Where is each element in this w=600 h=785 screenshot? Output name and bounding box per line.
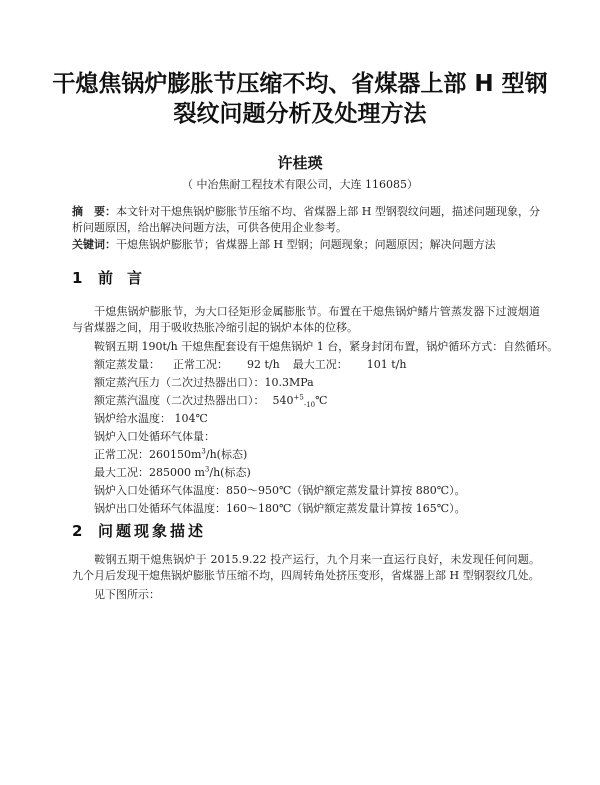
section-1-number: 1	[72, 269, 83, 287]
abstract-text: 本文针对干熄焦锅炉膨胀节压缩不均、省煤器上部 H 型钢裂纹问题，描述问题现象，分析问题原因，给出解决问题方法，可供各使用企业参考。	[72, 205, 540, 234]
author-affiliation: （ 中冶焦耐工程技术有限公司，大连 116085）	[182, 178, 418, 191]
outlet-gas-temperature: 锅炉出口处循环气体温度：160～180℃（锅炉额定蒸发量计算按 165℃）。	[94, 502, 466, 515]
normal-condition-label: 正常工况：	[173, 358, 228, 371]
section-2-number: 2	[72, 522, 83, 540]
abstract	[72, 204, 540, 236]
normal-condition-value: 92 t/h	[247, 358, 280, 371]
rated-steam-label: 额定蒸发量：	[94, 358, 160, 371]
rated-steam-temperature: 额定蒸汽温度（二次过热器出口）： $540^{+5}_{-10}℃$	[94, 393, 328, 410]
max-condition-label: 最大工况：	[292, 358, 348, 371]
paper-title-line-2: 裂纹问题分析及处理方法	[173, 101, 427, 127]
rated-steam-row	[94, 356, 406, 372]
see-below-text: 见下图所示：	[94, 588, 160, 601]
section-1-heading	[72, 267, 156, 288]
boiler-intro: 鞍钢五期 190t/h 干熄焦配套设有干熄焦锅炉 1 台，紧身封闭布置，锅炉循环方式：自然循环。	[94, 340, 559, 353]
keywords	[72, 237, 540, 253]
section-2-title: 问题现象描述	[98, 522, 207, 540]
feedwater-temperature: 锅炉给水温度： 104℃	[94, 412, 208, 425]
section-2-paragraph: 鞍钢五期干熄焦锅炉于 2015.9.22 投产运行，九个月来一直运行良好，未发现任何问题。九个月后发现干熄焦锅炉膨胀节压缩不均，四周转角处挤压变形，省煤器上部 H 型钢裂纹几处。	[72, 553, 540, 582]
inlet-gas-flow-label: 锅炉入口处循环气体量：	[94, 430, 215, 443]
keywords-text: 干熄焦锅炉膨胀节；省煤器上部 H 型钢；问题现象；问题原因；解决问题方法	[116, 238, 496, 251]
author-name: 许桂瑛	[277, 154, 323, 172]
section-1-paragraph: 干熄焦锅炉膨胀节，为大口径矩形金属膨胀节。布置在干熄焦锅炉鳍片管蒸发器下过渡烟道与省煤器之间，用于吸收热胀冷缩引起的锅炉本体的位移。	[72, 305, 540, 334]
abstract-label: 摘 要：	[72, 205, 117, 218]
paper-title-line-1: 干熄焦锅炉膨胀节压缩不均、省煤器上部 H 型钢	[52, 71, 548, 97]
rated-steam-pressure: 额定蒸汽压力（二次过热器出口）：10.3MPa	[94, 376, 314, 389]
inlet-gas-temperature: 锅炉入口处循环气体温度：850～950℃（锅炉额定蒸发量计算按 880℃）。	[94, 484, 466, 497]
max-gas-flow: 最大工况：285000 $m^3/h$(标态)	[94, 465, 251, 479]
section-2-heading	[72, 520, 206, 541]
max-condition-value: 101 t/h	[366, 358, 407, 371]
section-1-title: 前言	[98, 269, 157, 287]
keywords-label: 关键词：	[72, 238, 116, 251]
normal-gas-flow: 正常工况：$260150m^3/h$(标态)	[94, 447, 248, 461]
